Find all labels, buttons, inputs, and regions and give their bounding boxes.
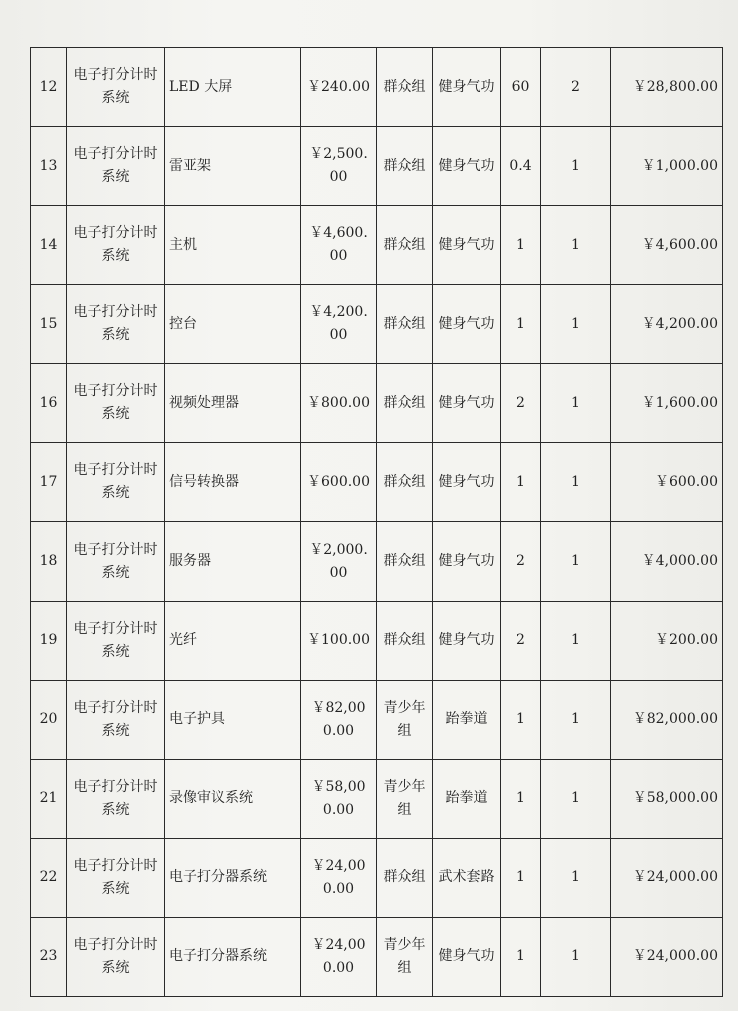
row-number: 23 [31,917,67,996]
quantity-cell: 1 [501,443,541,522]
count-cell: 1 [541,917,611,996]
row-number: 20 [31,680,67,759]
count-cell: 1 [541,285,611,364]
quantity-cell: 2 [501,522,541,601]
count-cell: 1 [541,759,611,838]
row-number: 19 [31,601,67,680]
sport-cell: 健身气功 [433,127,501,206]
system-cell: 电子打分计时系统 [67,917,165,996]
system-cell: 电子打分计时系统 [67,601,165,680]
unit-price-cell: ￥2,500.00 [301,127,377,206]
count-cell: 1 [541,206,611,285]
table-row [31,127,723,206]
system-cell: 电子打分计时系统 [67,127,165,206]
row-number: 21 [31,759,67,838]
table-row [31,48,723,127]
unit-price-cell: ￥2,000.00 [301,522,377,601]
item-name-cell: 雷亚架 [165,127,301,206]
total-price-cell: ￥58,000.00 [611,759,723,838]
count-cell: 1 [541,127,611,206]
group-cell: 青少年组 [377,680,433,759]
item-name-cell: 控台 [165,285,301,364]
sport-cell: 跆拳道 [433,759,501,838]
total-price-cell: ￥1,600.00 [611,364,723,443]
sport-cell: 健身气功 [433,364,501,443]
sport-cell: 健身气功 [433,285,501,364]
table-row [31,601,723,680]
unit-price-cell: ￥800.00 [301,364,377,443]
row-number: 15 [31,285,67,364]
unit-price-cell: ￥24,000.00 [301,838,377,917]
item-name-cell: LED 大屏 [165,48,301,127]
total-price-cell: ￥200.00 [611,601,723,680]
system-cell: 电子打分计时系统 [67,364,165,443]
unit-price-cell: ￥240.00 [301,48,377,127]
quantity-cell: 1 [501,206,541,285]
item-name-cell: 信号转换器 [165,443,301,522]
group-cell: 群众组 [377,206,433,285]
quantity-cell: 1 [501,917,541,996]
group-cell: 群众组 [377,601,433,680]
item-name-cell: 电子打分器系统 [165,838,301,917]
group-cell: 群众组 [377,364,433,443]
table-row [31,680,723,759]
total-price-cell: ￥600.00 [611,443,723,522]
row-number: 14 [31,206,67,285]
count-cell: 1 [541,838,611,917]
sport-cell: 跆拳道 [433,680,501,759]
system-cell: 电子打分计时系统 [67,759,165,838]
total-price-cell: ￥82,000.00 [611,680,723,759]
row-number: 18 [31,522,67,601]
item-name-cell: 电子护具 [165,680,301,759]
total-price-cell: ￥24,000.00 [611,838,723,917]
row-number: 13 [31,127,67,206]
system-cell: 电子打分计时系统 [67,522,165,601]
quantity-cell: 1 [501,680,541,759]
total-price-cell: ￥24,000.00 [611,917,723,996]
table-row [31,285,723,364]
item-name-cell: 光纤 [165,601,301,680]
system-cell: 电子打分计时系统 [67,48,165,127]
total-price-cell: ￥1,000.00 [611,127,723,206]
unit-price-cell: ￥58,000.00 [301,759,377,838]
table-row [31,522,723,601]
total-price-cell: ￥28,800.00 [611,48,723,127]
sport-cell: 健身气功 [433,443,501,522]
system-cell: 电子打分计时系统 [67,285,165,364]
quantity-cell: 2 [501,364,541,443]
row-number: 17 [31,443,67,522]
sport-cell: 健身气功 [433,917,501,996]
table-row [31,206,723,285]
system-cell: 电子打分计时系统 [67,838,165,917]
total-price-cell: ￥4,600.00 [611,206,723,285]
group-cell: 青少年组 [377,917,433,996]
count-cell: 1 [541,522,611,601]
sport-cell: 健身气功 [433,522,501,601]
quantity-cell: 60 [501,48,541,127]
unit-price-cell: ￥82,000.00 [301,680,377,759]
total-price-cell: ￥4,200.00 [611,285,723,364]
total-price-cell: ￥4,000.00 [611,522,723,601]
item-name-cell: 服务器 [165,522,301,601]
unit-price-cell: ￥100.00 [301,601,377,680]
count-cell: 1 [541,443,611,522]
count-cell: 2 [541,48,611,127]
system-cell: 电子打分计时系统 [67,680,165,759]
group-cell: 群众组 [377,838,433,917]
system-cell: 电子打分计时系统 [67,443,165,522]
group-cell: 群众组 [377,522,433,601]
item-name-cell: 电子打分器系统 [165,917,301,996]
group-cell: 群众组 [377,443,433,522]
count-cell: 1 [541,680,611,759]
unit-price-cell: ￥4,200.00 [301,285,377,364]
unit-price-cell: ￥24,000.00 [301,917,377,996]
sport-cell: 健身气功 [433,601,501,680]
count-cell: 1 [541,364,611,443]
quantity-cell: 1 [501,838,541,917]
table-row [31,443,723,522]
table-row [31,917,723,996]
item-name-cell: 视频处理器 [165,364,301,443]
quantity-cell: 0.4 [501,127,541,206]
group-cell: 群众组 [377,48,433,127]
quantity-cell: 2 [501,601,541,680]
group-cell: 青少年组 [377,759,433,838]
sport-cell: 健身气功 [433,206,501,285]
group-cell: 群众组 [377,127,433,206]
quantity-cell: 1 [501,759,541,838]
row-number: 22 [31,838,67,917]
unit-price-cell: ￥4,600.00 [301,206,377,285]
row-number: 16 [31,364,67,443]
equipment-table [30,47,723,997]
table-row [31,759,723,838]
unit-price-cell: ￥600.00 [301,443,377,522]
table-body [31,48,723,997]
row-number: 12 [31,48,67,127]
table-row [31,364,723,443]
sport-cell: 健身气功 [433,48,501,127]
system-cell: 电子打分计时系统 [67,206,165,285]
table-row [31,838,723,917]
count-cell: 1 [541,601,611,680]
item-name-cell: 录像审议系统 [165,759,301,838]
sport-cell: 武术套路 [433,838,501,917]
group-cell: 群众组 [377,285,433,364]
item-name-cell: 主机 [165,206,301,285]
quantity-cell: 1 [501,285,541,364]
